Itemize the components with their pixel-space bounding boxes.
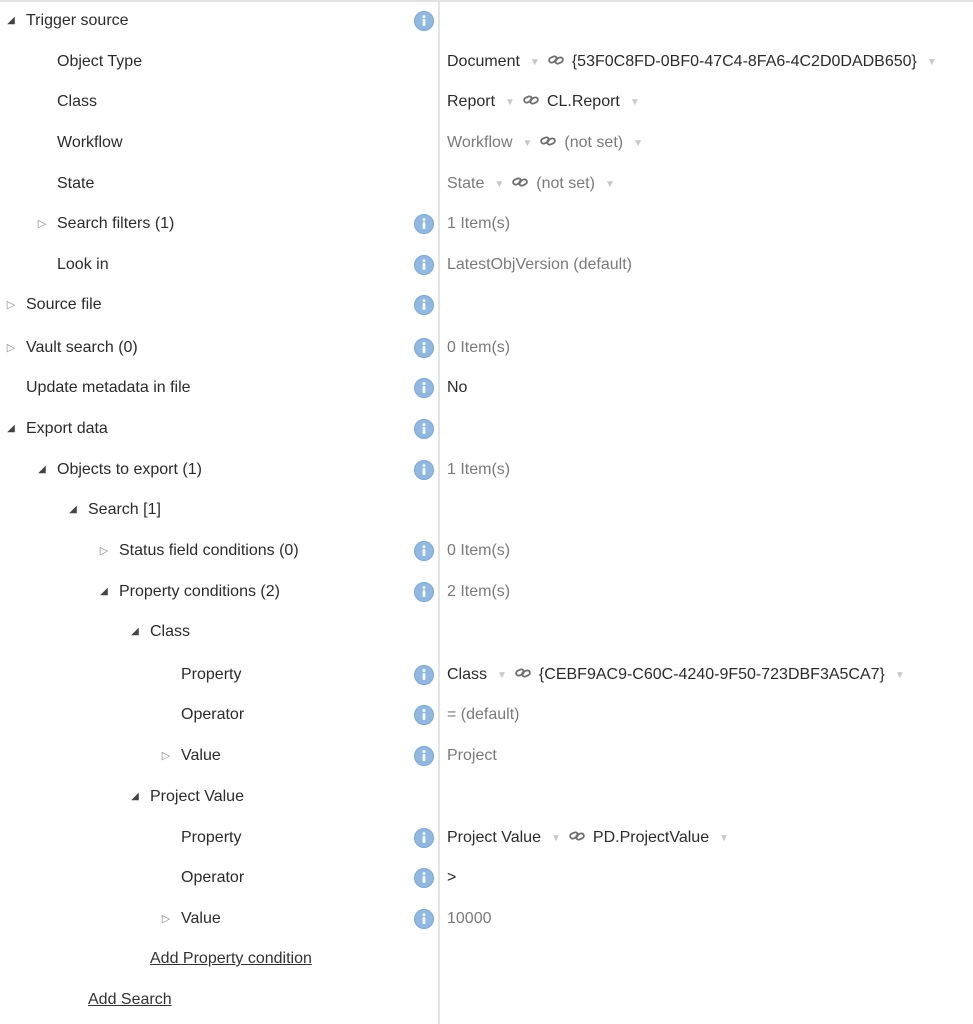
row-value[interactable]	[0, 899, 973, 939]
info-icon[interactable]	[414, 909, 434, 929]
row-export-data[interactable]	[0, 409, 973, 449]
property-value[interactable]	[447, 542, 510, 560]
property-label: Project Value	[150, 788, 244, 805]
property-label: Status field conditions (0)	[119, 542, 299, 559]
property-label: Property	[181, 666, 242, 683]
expanded-arrow-icon[interactable]: ◢	[38, 464, 46, 475]
info-icon[interactable]	[414, 378, 434, 398]
row-value[interactable]	[0, 736, 973, 776]
row-objects-to-export-1[interactable]	[0, 450, 973, 490]
collapsed-arrow-icon[interactable]: ▷	[6, 299, 16, 311]
row-vault-search-0[interactable]	[0, 328, 973, 368]
property-value[interactable]	[447, 461, 510, 479]
row-project-value[interactable]	[0, 777, 973, 817]
row-property-conditions-2[interactable]	[0, 572, 973, 612]
row-look-in[interactable]	[0, 245, 973, 285]
property-label: Property conditions (2)	[119, 583, 280, 600]
property-value[interactable]	[447, 747, 497, 765]
property-label: Look in	[57, 256, 109, 273]
property-value[interactable]	[447, 53, 945, 71]
dropdown-arrow-icon[interactable]: ▼	[629, 96, 640, 108]
alias-dropdown[interactable]: {CEBF9AC9-C60C-4240-9F50-723DBF3A5CA7}	[538, 666, 885, 683]
property-value[interactable]	[447, 379, 467, 397]
row-status-field-conditions-0[interactable]	[0, 531, 973, 571]
info-icon[interactable]	[414, 460, 434, 480]
info-icon[interactable]	[414, 11, 434, 31]
info-icon[interactable]	[414, 295, 434, 315]
row-workflow[interactable]	[0, 123, 973, 163]
dropdown-arrow-icon[interactable]: ▼	[497, 669, 507, 681]
property-value[interactable]	[447, 869, 456, 887]
property-value[interactable]	[447, 829, 737, 847]
info-icon[interactable]	[414, 746, 434, 766]
info-icon[interactable]	[414, 255, 434, 275]
value-text: = (default)	[447, 706, 520, 723]
row-search-filters-1[interactable]	[0, 204, 973, 244]
property-value[interactable]	[447, 175, 623, 193]
property-label: Trigger source	[26, 12, 129, 29]
row-source-file[interactable]	[0, 285, 973, 325]
property-label: Operator	[181, 869, 245, 886]
info-icon[interactable]	[414, 828, 434, 848]
expanded-arrow-icon[interactable]: ◢	[7, 423, 15, 434]
expanded-arrow-icon[interactable]: ◢	[69, 504, 77, 515]
value-text: 2 Item(s)	[447, 583, 511, 600]
alias-dropdown[interactable]: CL.Report	[546, 93, 620, 110]
value-text: 0 Item(s)	[447, 339, 511, 356]
row-add-search[interactable]	[0, 980, 973, 1020]
info-icon[interactable]	[414, 419, 434, 439]
value-text: No	[447, 379, 468, 396]
row-property[interactable]	[0, 818, 973, 858]
dropdown-arrow-icon[interactable]: ▼	[529, 56, 540, 68]
info-icon[interactable]	[414, 338, 434, 358]
link-icon[interactable]	[523, 93, 539, 111]
property-label: Object Type	[57, 53, 143, 70]
value-dropdown[interactable]: State	[447, 175, 485, 192]
dropdown-arrow-icon[interactable]: ▼	[894, 669, 905, 681]
value-text: >	[447, 869, 457, 886]
property-value[interactable]	[447, 134, 651, 152]
link-icon[interactable]	[512, 175, 528, 193]
dropdown-arrow-icon[interactable]: ▼	[494, 178, 505, 190]
dropdown-arrow-icon[interactable]: ▼	[522, 137, 533, 149]
collapsed-arrow-icon[interactable]: ▷	[161, 750, 171, 762]
property-label: Search [1]	[88, 501, 161, 518]
value-dropdown[interactable]: Document	[447, 53, 520, 70]
dropdown-arrow-icon[interactable]: ▼	[926, 56, 937, 68]
row-update-metadata-in-file[interactable]	[0, 368, 973, 408]
add-search-link[interactable]: Add Search	[88, 991, 172, 1008]
collapsed-arrow-icon[interactable]: ▷	[6, 342, 16, 354]
property-label: Objects to export (1)	[57, 461, 202, 478]
value-dropdown[interactable]: Class	[447, 666, 488, 683]
dropdown-arrow-icon[interactable]: ▼	[633, 137, 643, 149]
link-icon[interactable]	[515, 666, 531, 684]
property-label: Value	[181, 910, 221, 927]
row-class[interactable]	[0, 612, 973, 652]
value-text: 10000	[447, 910, 492, 927]
collapsed-arrow-icon[interactable]: ▷	[99, 545, 109, 557]
property-label: Class	[150, 623, 191, 640]
property-value[interactable]	[447, 583, 510, 601]
info-icon[interactable]	[414, 541, 434, 561]
info-icon[interactable]	[414, 214, 434, 234]
dropdown-arrow-icon[interactable]: ▼	[505, 96, 515, 108]
row-object-type[interactable]	[0, 42, 973, 82]
property-value[interactable]	[447, 215, 510, 233]
property-label: Search filters (1)	[57, 215, 175, 232]
row-trigger-source[interactable]	[0, 1, 973, 41]
property-value[interactable]	[447, 256, 632, 274]
property-label: Workflow	[57, 134, 123, 151]
expanded-arrow-icon[interactable]: ◢	[131, 791, 139, 802]
info-icon[interactable]	[414, 665, 434, 685]
value-text: 0 Item(s)	[447, 542, 511, 559]
collapsed-arrow-icon[interactable]: ▷	[161, 913, 171, 925]
property-label: Class	[57, 93, 98, 110]
value-text: LatestObjVersion (default)	[447, 256, 632, 273]
dropdown-arrow-icon[interactable]: ▼	[550, 832, 561, 844]
property-value[interactable]	[447, 339, 510, 357]
property-value[interactable]	[447, 706, 519, 724]
value-dropdown[interactable]: Workflow	[447, 134, 513, 151]
value-dropdown[interactable]: Report	[447, 93, 496, 110]
row-search-1[interactable]	[0, 490, 973, 530]
link-icon[interactable]	[569, 829, 585, 847]
collapsed-arrow-icon[interactable]: ▷	[37, 218, 47, 230]
alias-dropdown[interactable]: {53F0C8FD-0BF0-47C4-8FA6-4C2D0DADB650}	[571, 53, 917, 70]
value-text: 1 Item(s)	[447, 461, 511, 478]
info-icon[interactable]	[414, 868, 434, 888]
property-label: Value	[181, 747, 221, 764]
expanded-arrow-icon[interactable]: ◢	[100, 586, 108, 597]
row-state[interactable]	[0, 164, 973, 204]
alias-dropdown[interactable]: (not set)	[564, 134, 624, 151]
dropdown-arrow-icon[interactable]: ▼	[604, 178, 615, 190]
row-operator[interactable]	[0, 858, 973, 898]
row-property[interactable]	[0, 655, 973, 695]
info-icon[interactable]	[414, 705, 434, 725]
add-property-condition-link[interactable]: Add Property condition	[150, 950, 312, 967]
row-add-property-condition[interactable]	[0, 939, 973, 979]
expanded-arrow-icon[interactable]: ◢	[131, 626, 139, 637]
link-icon[interactable]	[540, 134, 556, 152]
property-label: Property	[181, 829, 242, 846]
dropdown-arrow-icon[interactable]: ▼	[719, 832, 729, 844]
row-operator[interactable]	[0, 695, 973, 735]
row-class[interactable]	[0, 82, 973, 122]
property-label: Source file	[26, 296, 102, 313]
alias-dropdown[interactable]: PD.ProjectValue	[592, 829, 710, 846]
property-value[interactable]	[447, 93, 648, 111]
value-text: Project	[447, 747, 497, 764]
info-icon[interactable]	[414, 582, 434, 602]
property-label: Update metadata in file	[26, 379, 191, 396]
link-icon[interactable]	[548, 53, 564, 71]
alias-dropdown[interactable]: (not set)	[536, 175, 595, 192]
value-text: 1 Item(s)	[447, 215, 511, 232]
value-dropdown[interactable]: Project Value	[447, 829, 541, 846]
property-value[interactable]	[447, 666, 913, 684]
property-value[interactable]	[447, 910, 492, 928]
property-label: Operator	[181, 706, 245, 723]
property-label: State	[57, 175, 95, 192]
property-label: Vault search (0)	[26, 339, 138, 356]
expanded-arrow-icon[interactable]: ◢	[7, 15, 15, 26]
property-label: Export data	[26, 420, 108, 437]
